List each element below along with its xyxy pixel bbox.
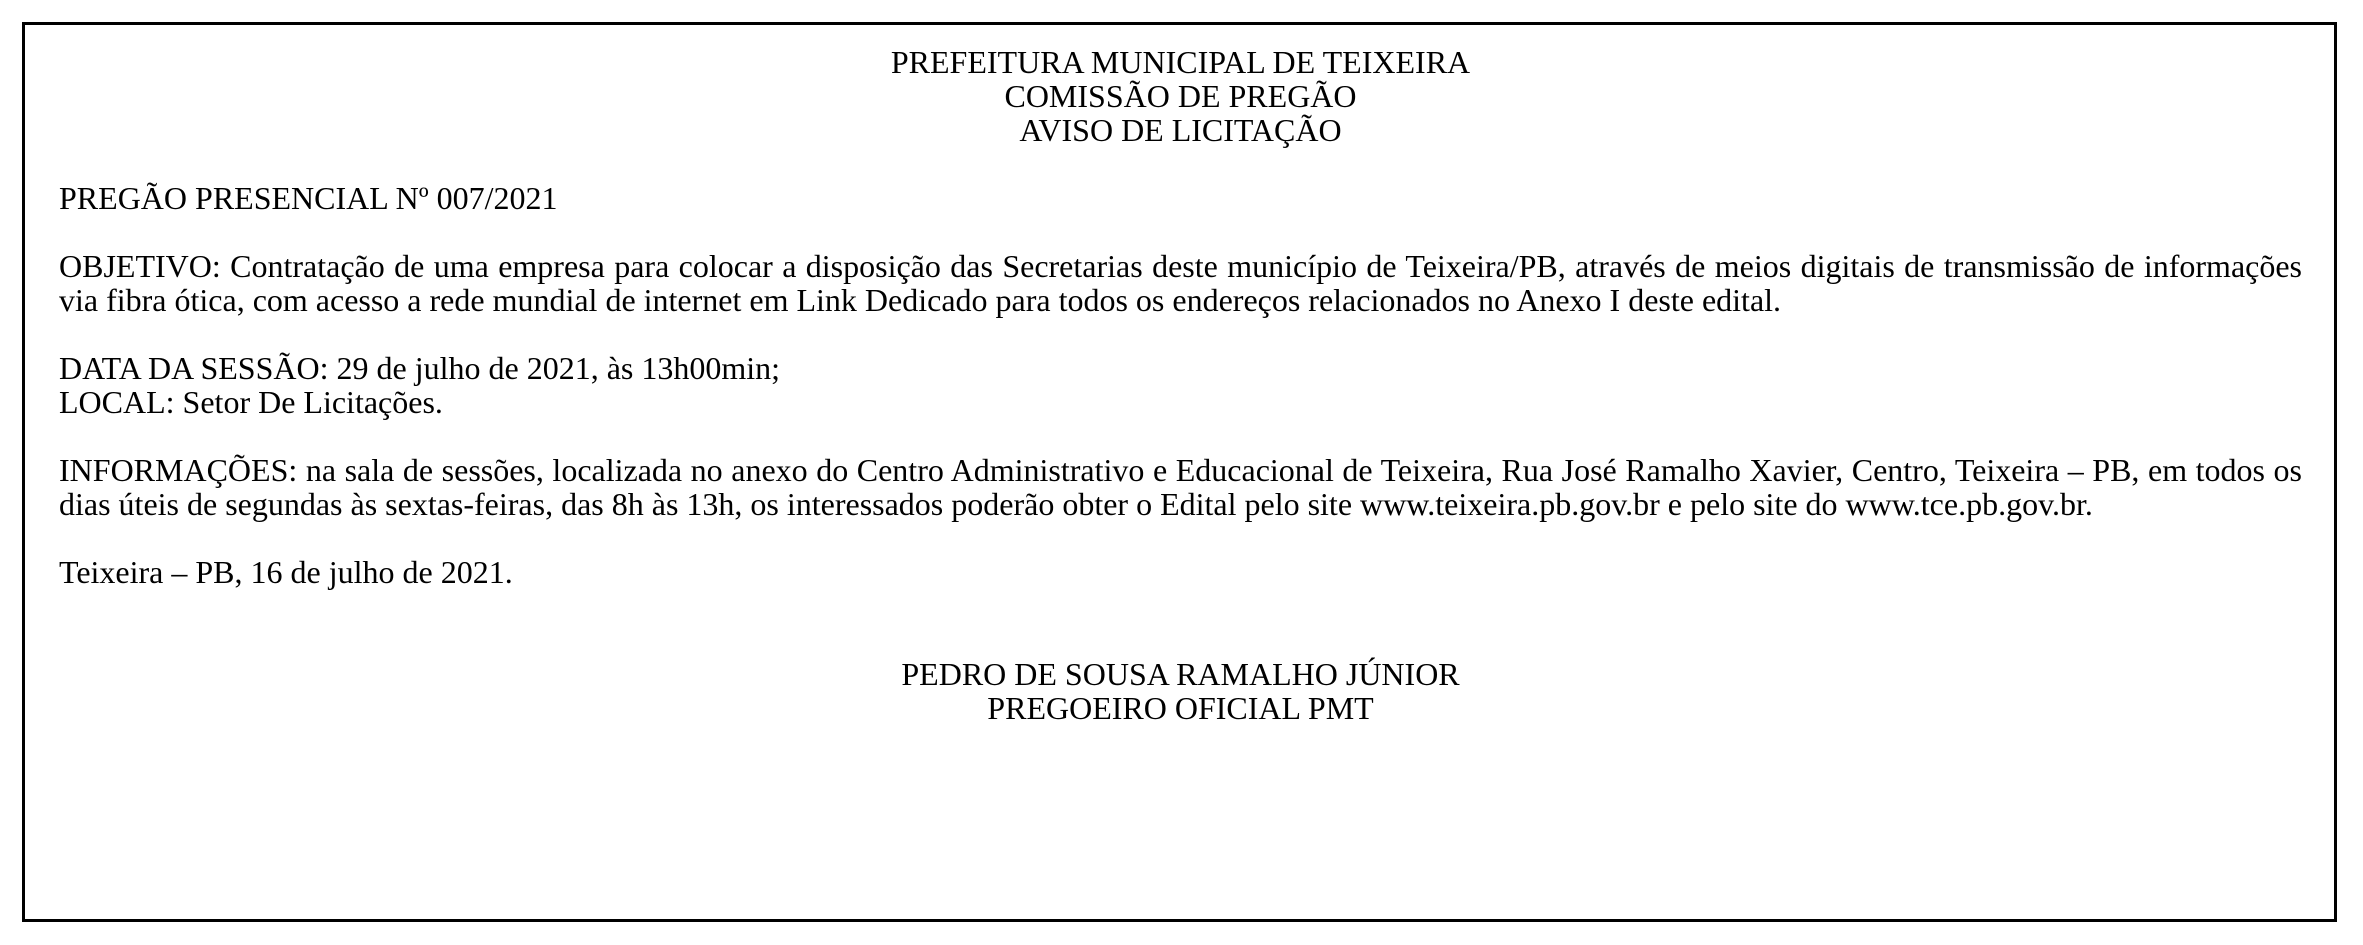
- session-date: DATA DA SESSÃO: 29 de julho de 2021, às 13h00min;: [59, 350, 781, 386]
- session-location: LOCAL: Setor De Licitações.: [59, 384, 443, 420]
- procedure-number: PREGÃO PRESENCIAL Nº 007/2021: [59, 180, 558, 216]
- signatory-name: PEDRO DE SOUSA RAMALHO JÚNIOR: [901, 656, 1460, 692]
- signatory-title: PREGOEIRO OFICIAL PMT: [987, 690, 1374, 726]
- place-and-date: Teixeira – PB, 16 de julho de 2021.: [59, 554, 513, 590]
- header-notice-type: AVISO DE LICITAÇÃO: [1019, 112, 1342, 148]
- notice-content: [59, 45, 2302, 725]
- session-block: [59, 351, 2302, 419]
- notice-header: [59, 45, 2302, 147]
- information-paragraph: INFORMAÇÕES: na sala de sessões, localizada no anexo do Centro Administrativo e Educacional de Teixeira, Rua José Ramalho Xavier, Centro, Teixeira – PB, em todos os dias úteis de segundas às sextas-feiras, das 8h às 13h, os interessados poderão obter o Edital pelo site www.teixeira.pb.gov.br e pelo site do www.tce.pb.gov.br.: [59, 452, 2302, 522]
- signature-block: [59, 657, 2302, 725]
- objective-paragraph: OBJETIVO: Contratação de uma empresa para colocar a disposição das Secretarias deste município de Teixeira/PB, através de meios digitais de transmissão de informações via fibra ótica, com acesso a rede mundial de internet em Link Dedicado para todos os endereços relacionados no Anexo I deste edital.: [59, 248, 2302, 318]
- header-commission: COMISSÃO DE PREGÃO: [1004, 78, 1357, 114]
- notice-frame: [22, 22, 2337, 922]
- header-city-hall: PREFEITURA MUNICIPAL DE TEIXEIRA: [890, 44, 1471, 80]
